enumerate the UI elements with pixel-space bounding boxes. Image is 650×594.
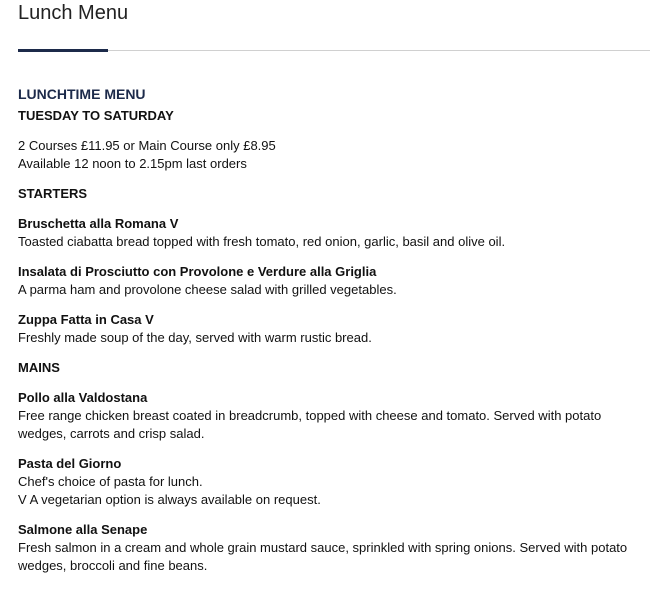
menu-item-description: Fresh salmon in a cream and whole grain mustard sauce, sprinkled with spring onions. Served with potato wedges, broccoli and fine beans. xyxy=(18,540,628,573)
menu-item-name: Pasta del Giorno xyxy=(18,456,122,471)
menu-heading: LUNCHTIME MENU xyxy=(18,86,146,102)
section-title-mains: MAINS xyxy=(18,360,60,375)
menu-item-description: Free range chicken breast coated in breadcrumb, topped with cheese and tomato. Served with potato wedges, carrots and crisp salad. xyxy=(18,408,602,441)
menu-item-name: Salmone alla Senape xyxy=(18,522,148,537)
section-title-starters: STARTERS xyxy=(18,186,88,201)
menu-item-name: Insalata di Prosciutto con Provolone e Verdure alla Griglia xyxy=(18,264,377,279)
menu-item xyxy=(18,215,638,251)
menu-info xyxy=(18,137,638,173)
menu-item-note: V A vegetarian option is always available on request. xyxy=(18,492,321,507)
menu-item-description: A parma ham and provolone cheese salad with grilled vegetables. xyxy=(18,282,397,297)
title-divider xyxy=(18,50,650,51)
menu-item-name: Zuppa Fatta in Casa V xyxy=(18,312,154,327)
menu-days: TUESDAY TO SATURDAY xyxy=(18,108,174,123)
title-accent-bar xyxy=(18,49,108,52)
menu-item-description: Toasted ciabatta bread topped with fresh tomato, red onion, garlic, basil and olive oil. xyxy=(18,234,506,249)
menu-item-name: Bruschetta alla Romana V xyxy=(18,216,179,231)
menu-item-description: Freshly made soup of the day, served with warm rustic bread. xyxy=(18,330,372,345)
menu-item xyxy=(18,455,638,509)
menu-item xyxy=(18,389,638,443)
menu-item xyxy=(18,263,638,299)
menu-pricing: 2 Courses £11.95 or Main Course only £8.95 xyxy=(18,138,276,153)
menu-item xyxy=(18,311,638,347)
menu-item-name: Pollo alla Valdostana xyxy=(18,390,148,405)
menu-item xyxy=(18,521,638,575)
menu-item-description: Chef's choice of pasta for lunch. xyxy=(18,474,203,489)
page-title: Lunch Menu xyxy=(18,2,129,24)
menu-availability: Available 12 noon to 2.15pm last orders xyxy=(18,156,247,171)
menu-content xyxy=(18,85,638,575)
